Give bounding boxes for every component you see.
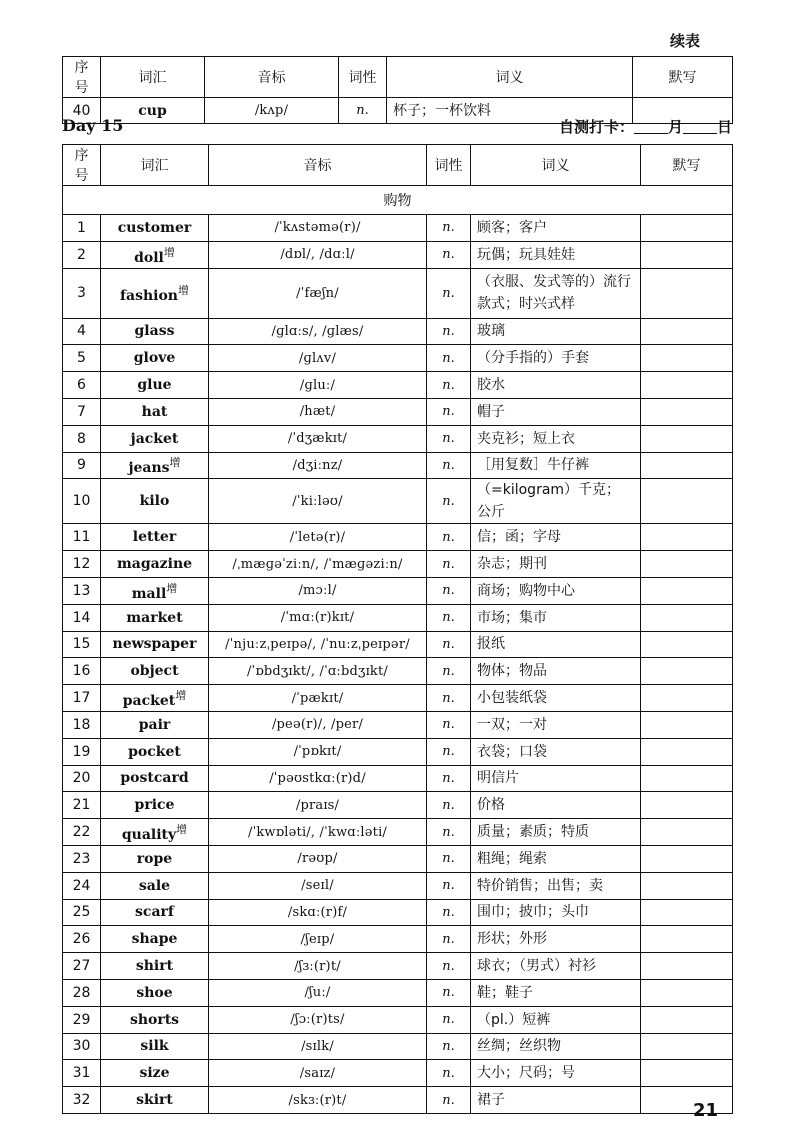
meaning: 鞋；鞋子 — [471, 979, 641, 1006]
vocab-word — [101, 524, 209, 551]
table-header-row — [63, 57, 733, 98]
table-row — [63, 372, 733, 399]
vocab-word — [101, 979, 209, 1006]
part-of-speech: n. — [427, 268, 471, 318]
row-number: 14 — [63, 604, 101, 631]
section-title: 购物 — [63, 186, 733, 215]
row-number: 16 — [63, 658, 101, 685]
row-number: 4 — [63, 318, 101, 345]
row-number: 5 — [63, 345, 101, 372]
table-row — [63, 1033, 733, 1060]
vocab-word — [101, 452, 209, 479]
table-row — [63, 425, 733, 452]
header-dictation: 默写 — [633, 57, 733, 98]
dictation-cell[interactable] — [641, 872, 733, 899]
table-header-row — [63, 145, 733, 186]
row-number: 25 — [63, 899, 101, 926]
row-number: 2 — [63, 241, 101, 268]
page-number: 21 — [692, 1100, 718, 1121]
header-word: 词汇 — [101, 57, 205, 98]
meaning: 大小；尺码；号 — [471, 1060, 641, 1087]
word-text: magazine — [116, 556, 193, 573]
dictation-cell[interactable] — [641, 792, 733, 819]
part-of-speech: n. — [427, 738, 471, 765]
row-number: 30 — [63, 1033, 101, 1060]
word-text: jeans — [128, 460, 170, 477]
table-row — [63, 215, 733, 242]
word-text: shoe — [136, 984, 173, 1001]
table-row — [63, 318, 733, 345]
table-row — [63, 452, 733, 479]
meaning: 质量；素质；特质 — [471, 819, 641, 846]
word-text: customer — [117, 219, 192, 236]
part-of-speech: n. — [427, 792, 471, 819]
phonetic: /ˈkwɒləti/, /ˈkwɑːləti/ — [209, 819, 427, 846]
part-of-speech: n. — [427, 604, 471, 631]
row-number: 22 — [63, 819, 101, 846]
dictation-cell[interactable] — [641, 685, 733, 712]
vocab-word — [101, 398, 209, 425]
new-word-mark: 增 — [166, 581, 178, 595]
meaning: 信；函；字母 — [471, 524, 641, 551]
meaning: 胶水 — [471, 372, 641, 399]
day-label: 日 — [716, 118, 732, 136]
word-text: pair — [138, 716, 171, 733]
part-of-speech: n. — [427, 711, 471, 738]
new-word-mark: 增 — [178, 284, 189, 298]
vocab-word — [101, 551, 209, 578]
dictation-cell[interactable] — [641, 452, 733, 479]
word-text: shape — [131, 931, 178, 948]
word-text: rope — [136, 850, 173, 867]
word-text: newspaper — [112, 636, 197, 653]
word-text: glove — [133, 350, 176, 367]
phonetic: /seɪl/ — [209, 872, 427, 899]
day-header — [62, 114, 732, 138]
dictation-cell[interactable] — [641, 1033, 733, 1060]
vocab-table — [62, 144, 733, 1114]
part-of-speech: n. — [427, 1033, 471, 1060]
dictation-cell[interactable] — [641, 765, 733, 792]
table-row — [63, 899, 733, 926]
phonetic: /ˌmæɡəˈziːn/, /ˈmæɡəziːn/ — [209, 551, 427, 578]
dictation-cell[interactable] — [641, 241, 733, 268]
table-row — [63, 631, 733, 658]
meaning: 物体；物品 — [471, 658, 641, 685]
table-row — [63, 268, 733, 318]
phonetic: /ˈkʌstəmə(r)/ — [209, 215, 427, 242]
new-word-mark: 增 — [163, 245, 175, 259]
row-number: 1 — [63, 215, 101, 242]
meaning: 夹克衫；短上衣 — [471, 425, 641, 452]
phonetic: /ˈfæʃn/ — [209, 268, 427, 318]
part-of-speech: n. — [427, 658, 471, 685]
phonetic: /ˈpɒkɪt/ — [209, 738, 427, 765]
row-number: 24 — [63, 872, 101, 899]
vocab-word — [101, 1033, 209, 1060]
meaning: 衣袋；口袋 — [471, 738, 641, 765]
part-of-speech: n. — [427, 372, 471, 399]
phonetic: /hæt/ — [209, 398, 427, 425]
dictation-cell[interactable] — [641, 1060, 733, 1087]
meaning: 市场；集市 — [471, 604, 641, 631]
vocab-word — [101, 658, 209, 685]
row-number: 32 — [63, 1087, 101, 1114]
phonetic: /ˈmɑː(r)kɪt/ — [209, 604, 427, 631]
vocab-word — [101, 318, 209, 345]
part-of-speech: n. — [427, 926, 471, 953]
part-of-speech: n. — [427, 631, 471, 658]
dictation-cell[interactable] — [641, 604, 733, 631]
vocab-word — [101, 765, 209, 792]
phonetic: /dɒl/, /dɑːl/ — [209, 241, 427, 268]
table-row — [63, 845, 733, 872]
word-text: price — [134, 797, 175, 814]
new-word-mark: 增 — [176, 823, 188, 837]
word-text: sale — [138, 877, 171, 894]
meaning: 丝绸；丝织物 — [471, 1033, 641, 1060]
dictation-cell[interactable] — [641, 425, 733, 452]
meaning: 裙子 — [471, 1087, 641, 1114]
new-word-mark: 增 — [169, 456, 181, 470]
phonetic: /peə(r)/, /per/ — [209, 711, 427, 738]
phonetic: /ˈnjuːzˌpeɪpə/, /ˈnuːzˌpeɪpər/ — [209, 631, 427, 658]
table-row — [63, 479, 733, 524]
dictation-cell[interactable] — [641, 1087, 733, 1114]
table-row — [63, 926, 733, 953]
meaning: 玩偶；玩具娃娃 — [471, 241, 641, 268]
phonetic: /ˈpækɪt/ — [209, 685, 427, 712]
part-of-speech: n. — [427, 241, 471, 268]
part-of-speech: n. — [427, 953, 471, 980]
row-number: 27 — [63, 953, 101, 980]
table-row — [63, 1087, 733, 1114]
meaning: 顾客；客户 — [471, 215, 641, 242]
meaning: 形状；外形 — [471, 926, 641, 953]
row-number: 13 — [63, 577, 101, 604]
phonetic: /skɜː(r)t/ — [209, 1087, 427, 1114]
table-row — [63, 819, 733, 846]
part-of-speech: n. — [427, 685, 471, 712]
phonetic: /skɑː(r)f/ — [209, 899, 427, 926]
part-of-speech: n. — [427, 1087, 471, 1114]
dictation-cell[interactable] — [641, 215, 733, 242]
table-row — [63, 551, 733, 578]
part-of-speech: n. — [427, 452, 471, 479]
row-number: 31 — [63, 1060, 101, 1087]
table-row — [63, 345, 733, 372]
phonetic: /sɪlk/ — [209, 1033, 427, 1060]
row-number: 26 — [63, 926, 101, 953]
phonetic: /ʃeɪp/ — [209, 926, 427, 953]
vocab-word — [101, 345, 209, 372]
vocab-word — [101, 372, 209, 399]
row-number: 8 — [63, 425, 101, 452]
dictation-cell[interactable] — [641, 711, 733, 738]
dictation-cell[interactable] — [641, 345, 733, 372]
word-text: kilo — [139, 493, 170, 510]
part-of-speech: n. — [427, 318, 471, 345]
header-no: 序号 — [63, 57, 101, 98]
word-text: postcard — [120, 770, 189, 787]
part-of-speech: n. — [427, 345, 471, 372]
vocab-word — [101, 215, 209, 242]
row-number: 9 — [63, 452, 101, 479]
header-dictation: 默写 — [641, 145, 733, 186]
vocab-word — [101, 738, 209, 765]
row-number: 40 — [63, 98, 101, 124]
phonetic: /saɪz/ — [209, 1060, 427, 1087]
dictation-cell[interactable] — [641, 551, 733, 578]
table-row — [63, 658, 733, 685]
word-text: quality — [121, 827, 177, 844]
header-meaning: 词义 — [387, 57, 633, 98]
part-of-speech: n. — [427, 979, 471, 1006]
continued-label: 续表 — [669, 32, 700, 50]
table-row — [63, 524, 733, 551]
vocab-word — [101, 819, 209, 846]
word-text: cup — [138, 102, 167, 119]
meaning: 一双；一对 — [471, 711, 641, 738]
table-row — [63, 792, 733, 819]
table-row — [63, 711, 733, 738]
part-of-speech: n. — [427, 577, 471, 604]
row-number: 11 — [63, 524, 101, 551]
dictation-cell[interactable] — [641, 979, 733, 1006]
table-row — [63, 577, 733, 604]
word-text: packet — [122, 693, 176, 710]
word-text: doll — [134, 249, 164, 266]
meaning: 杂志；期刊 — [471, 551, 641, 578]
vocab-word — [101, 268, 209, 318]
dictation-cell[interactable] — [641, 819, 733, 846]
dictation-cell[interactable] — [641, 372, 733, 399]
part-of-speech: n. — [427, 425, 471, 452]
table-row — [63, 738, 733, 765]
vocab-word — [101, 953, 209, 980]
header-pos: 词性 — [427, 145, 471, 186]
dictation-cell[interactable] — [641, 577, 733, 604]
table-row — [63, 872, 733, 899]
vocab-word — [101, 479, 209, 524]
word-text: hat — [141, 403, 168, 420]
checkin-text: 自测打卡： — [558, 118, 634, 136]
phonetic: /ˈɒbdʒɪkt/, /ˈɑːbdʒɪkt/ — [209, 658, 427, 685]
word-text: glass — [134, 323, 175, 340]
meaning: （=kilogram）千克；公斤 — [471, 479, 641, 524]
vocab-word — [101, 577, 209, 604]
row-number: 10 — [63, 479, 101, 524]
phonetic: /ɡluː/ — [209, 372, 427, 399]
dictation-cell[interactable] — [641, 1006, 733, 1033]
meaning: 特价销售；出售；卖 — [471, 872, 641, 899]
vocab-word — [101, 845, 209, 872]
dictation-cell[interactable] — [641, 738, 733, 765]
word-text: fashion — [120, 288, 178, 305]
meaning: （衣服、发式等的）流行款式；时兴式样 — [471, 268, 641, 318]
word-text: shorts — [129, 1011, 180, 1028]
dictation-cell[interactable] — [641, 845, 733, 872]
phonetic: /ʃuː/ — [209, 979, 427, 1006]
table-row — [63, 765, 733, 792]
dictation-cell[interactable] — [641, 398, 733, 425]
phonetic: /ˈpəʊstkɑː(r)d/ — [209, 765, 427, 792]
row-number: 7 — [63, 398, 101, 425]
table-row — [63, 604, 733, 631]
header-word: 词汇 — [101, 145, 209, 186]
vocab-word — [101, 685, 209, 712]
row-number: 3 — [63, 268, 101, 318]
meaning: 小包装纸袋 — [471, 685, 641, 712]
row-number: 17 — [63, 685, 101, 712]
meaning: （分手指的）手套 — [471, 345, 641, 372]
day-title: Day 15 — [62, 116, 124, 135]
dictation-cell[interactable] — [641, 479, 733, 524]
part-of-speech: n. — [427, 551, 471, 578]
row-number: 28 — [63, 979, 101, 1006]
word-text: shirt — [135, 958, 174, 975]
word-text: glue — [137, 377, 172, 394]
meaning: 价格 — [471, 792, 641, 819]
table-row — [63, 979, 733, 1006]
header-phonetic: 音标 — [209, 145, 427, 186]
new-word-mark: 增 — [175, 689, 187, 703]
dictation-cell[interactable] — [641, 524, 733, 551]
vocab-word — [101, 631, 209, 658]
meaning: 围巾；披巾；头巾 — [471, 899, 641, 926]
row-number: 12 — [63, 551, 101, 578]
header-meaning: 词义 — [471, 145, 641, 186]
row-number: 21 — [63, 792, 101, 819]
meaning: 报纸 — [471, 631, 641, 658]
vocab-word — [101, 899, 209, 926]
word-text: object — [130, 663, 179, 680]
vocab-word — [101, 604, 209, 631]
meaning: 球衣；（男式）衬衫 — [471, 953, 641, 980]
phonetic: /ɡlʌv/ — [209, 345, 427, 372]
phonetic: /ˈdʒækɪt/ — [209, 425, 427, 452]
header-no: 序号 — [63, 145, 101, 186]
vocab-word — [101, 1060, 209, 1087]
word-text: mall — [131, 585, 167, 602]
part-of-speech: n. — [427, 765, 471, 792]
dictation-cell[interactable] — [641, 953, 733, 980]
part-of-speech: n. — [427, 215, 471, 242]
row-number: 19 — [63, 738, 101, 765]
phonetic: /praɪs/ — [209, 792, 427, 819]
month-blank[interactable] — [634, 119, 668, 134]
row-number: 23 — [63, 845, 101, 872]
phonetic: /ʃɔː(r)ts/ — [209, 1006, 427, 1033]
meaning: 明信片 — [471, 765, 641, 792]
part-of-speech: n. — [427, 479, 471, 524]
dictation-cell[interactable] — [641, 899, 733, 926]
meaning: ［用复数］牛仔裤 — [471, 452, 641, 479]
row-number: 15 — [63, 631, 101, 658]
meaning: 玻璃 — [471, 318, 641, 345]
phonetic: /kʌp/ — [205, 98, 339, 124]
row-number: 20 — [63, 765, 101, 792]
meaning: 商场；购物中心 — [471, 577, 641, 604]
row-number: 29 — [63, 1006, 101, 1033]
phonetic: /ˈkiːləʊ/ — [209, 479, 427, 524]
part-of-speech: n. — [427, 1060, 471, 1087]
phonetic: /rəʊp/ — [209, 845, 427, 872]
month-label: 月 — [667, 118, 683, 136]
header-pos: 词性 — [339, 57, 387, 98]
table-row — [63, 398, 733, 425]
phonetic: /mɔːl/ — [209, 577, 427, 604]
vocab-word — [101, 1087, 209, 1114]
phonetic: /ʃɜː(r)t/ — [209, 953, 427, 980]
word-text: scarf — [135, 904, 174, 921]
meaning: （pl.）短裤 — [471, 1006, 641, 1033]
part-of-speech: n. — [339, 98, 387, 124]
table-row — [63, 685, 733, 712]
table-row — [63, 953, 733, 980]
header-phonetic: 音标 — [205, 57, 339, 98]
meaning: 杯子；一杯饮料 — [387, 98, 633, 124]
meaning: 帽子 — [471, 398, 641, 425]
dictation-cell[interactable] — [641, 658, 733, 685]
phonetic: /dʒiːnz/ — [209, 452, 427, 479]
checkin-label — [559, 116, 732, 137]
meaning: 粗绳；绳索 — [471, 845, 641, 872]
table-row — [63, 1060, 733, 1087]
table-row — [63, 1006, 733, 1033]
part-of-speech: n. — [427, 819, 471, 846]
table-row — [63, 241, 733, 268]
phonetic: /ˈletə(r)/ — [209, 524, 427, 551]
vocab-word — [101, 792, 209, 819]
vocab-word — [101, 241, 209, 268]
vocab-word — [101, 1006, 209, 1033]
part-of-speech: n. — [427, 398, 471, 425]
word-text: letter — [132, 529, 177, 546]
section-row — [63, 186, 733, 215]
word-text: pocket — [128, 743, 181, 760]
dictation-cell[interactable] — [641, 268, 733, 318]
word-text: market — [126, 609, 183, 626]
part-of-speech: n. — [427, 899, 471, 926]
phonetic: /ɡlɑːs/, /ɡlæs/ — [209, 318, 427, 345]
word-text: silk — [140, 1038, 169, 1055]
part-of-speech: n. — [427, 872, 471, 899]
part-of-speech: n. — [427, 845, 471, 872]
word-text: skirt — [136, 1092, 173, 1108]
row-number: 18 — [63, 711, 101, 738]
row-number: 6 — [63, 372, 101, 399]
word-text: size — [139, 1065, 170, 1082]
day-blank[interactable] — [683, 119, 717, 134]
dictation-cell[interactable] — [641, 631, 733, 658]
part-of-speech: n. — [427, 1006, 471, 1033]
dictation-cell[interactable] — [641, 926, 733, 953]
vocab-word — [101, 425, 209, 452]
word-text: jacket — [130, 430, 179, 447]
part-of-speech: n. — [427, 524, 471, 551]
vocab-word — [101, 872, 209, 899]
dictation-cell[interactable] — [641, 318, 733, 345]
vocab-word — [101, 926, 209, 953]
vocab-word — [101, 711, 209, 738]
